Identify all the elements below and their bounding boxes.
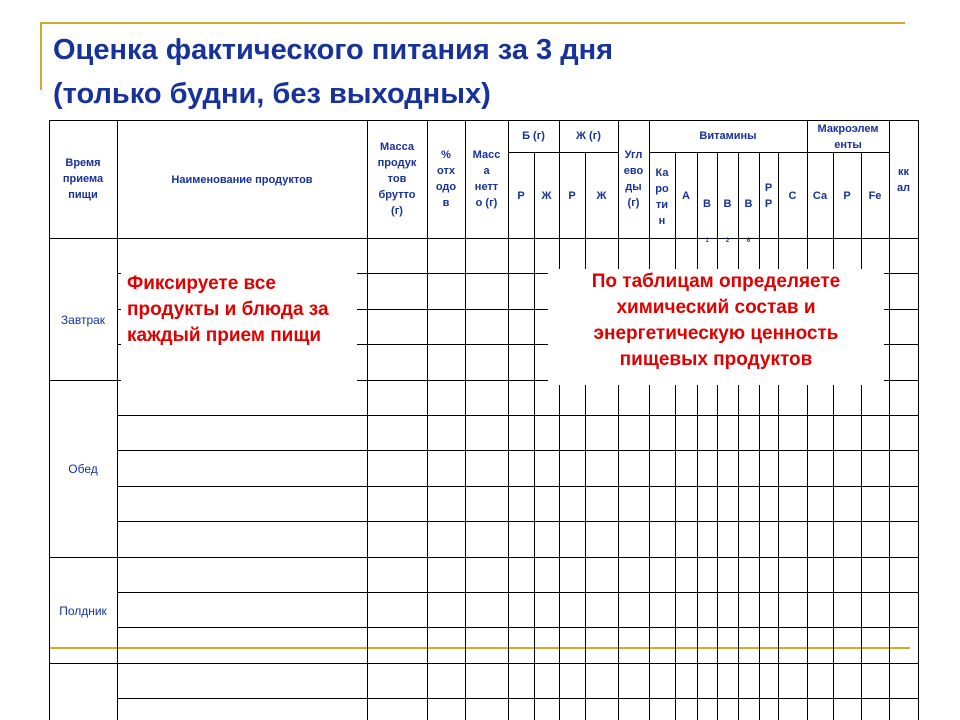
meal-label-lunch: Обед — [68, 462, 98, 476]
header-protein-animal: Ж — [541, 190, 552, 202]
header-mass-gross: Масса продук тов брутто (г) — [377, 141, 417, 217]
slide-title-line-1: Оценка фактического питания за 3 дня — [53, 34, 614, 66]
slide-title-line-2: (только будни, без выходных) — [53, 78, 491, 110]
header-vit-b1-letter: В — [703, 198, 711, 210]
header-p: Р — [843, 190, 851, 202]
header-vit-a: А — [682, 190, 690, 202]
header-vit-b2-sub: 2 — [725, 238, 730, 244]
header-ca: Са — [812, 190, 828, 202]
callout-record-products: Фиксируете все продукты и блюда за каждый прием пищи — [121, 271, 357, 382]
header-protein-plant: Р — [517, 190, 525, 202]
header-vitamins: Витамины — [699, 130, 757, 142]
header-vit-b2-letter: В — [723, 198, 732, 210]
header-carotene: Ка ро ти н — [655, 167, 669, 227]
header-vit-b1-sub: 1 — [705, 238, 709, 244]
header-vit-b6 — [738, 180, 759, 249]
header-vit-b2 — [717, 180, 738, 249]
header-carbs: Угл ево ды (г) — [623, 149, 644, 209]
header-waste-percent: % отх одо в — [435, 149, 457, 209]
header-mass-net: Масс а нетт о (г) — [472, 149, 501, 209]
header-product-name: Наименование продуктов — [171, 174, 313, 186]
header-kcal: кк ал — [896, 166, 911, 194]
header-fats: Ж (г) — [576, 130, 601, 142]
callout-chemical-composition: По таблицам определяете химический состав и энергетическую ценность пищевых продуктов — [548, 269, 884, 385]
header-fat-plant: Р — [568, 190, 576, 202]
meal-label-breakfast: Завтрак — [60, 313, 106, 327]
header-vit-c: С — [788, 190, 797, 202]
header-fe: Fe — [868, 190, 882, 202]
header-vit-b6-letter: В — [744, 198, 753, 210]
header-macroelements: Макроэлем енты — [817, 123, 879, 151]
header-vit-b6-sub: 6 — [746, 238, 751, 244]
header-proteins: Б (г) — [522, 130, 545, 142]
header-fat-animal: Ж — [596, 190, 607, 202]
meal-label-snack: Полдник — [59, 604, 107, 618]
header-vit-b1 — [697, 180, 717, 249]
header-vit-pp: Р Р — [764, 182, 773, 210]
header-meal-time: Время приема пищи — [62, 157, 104, 201]
